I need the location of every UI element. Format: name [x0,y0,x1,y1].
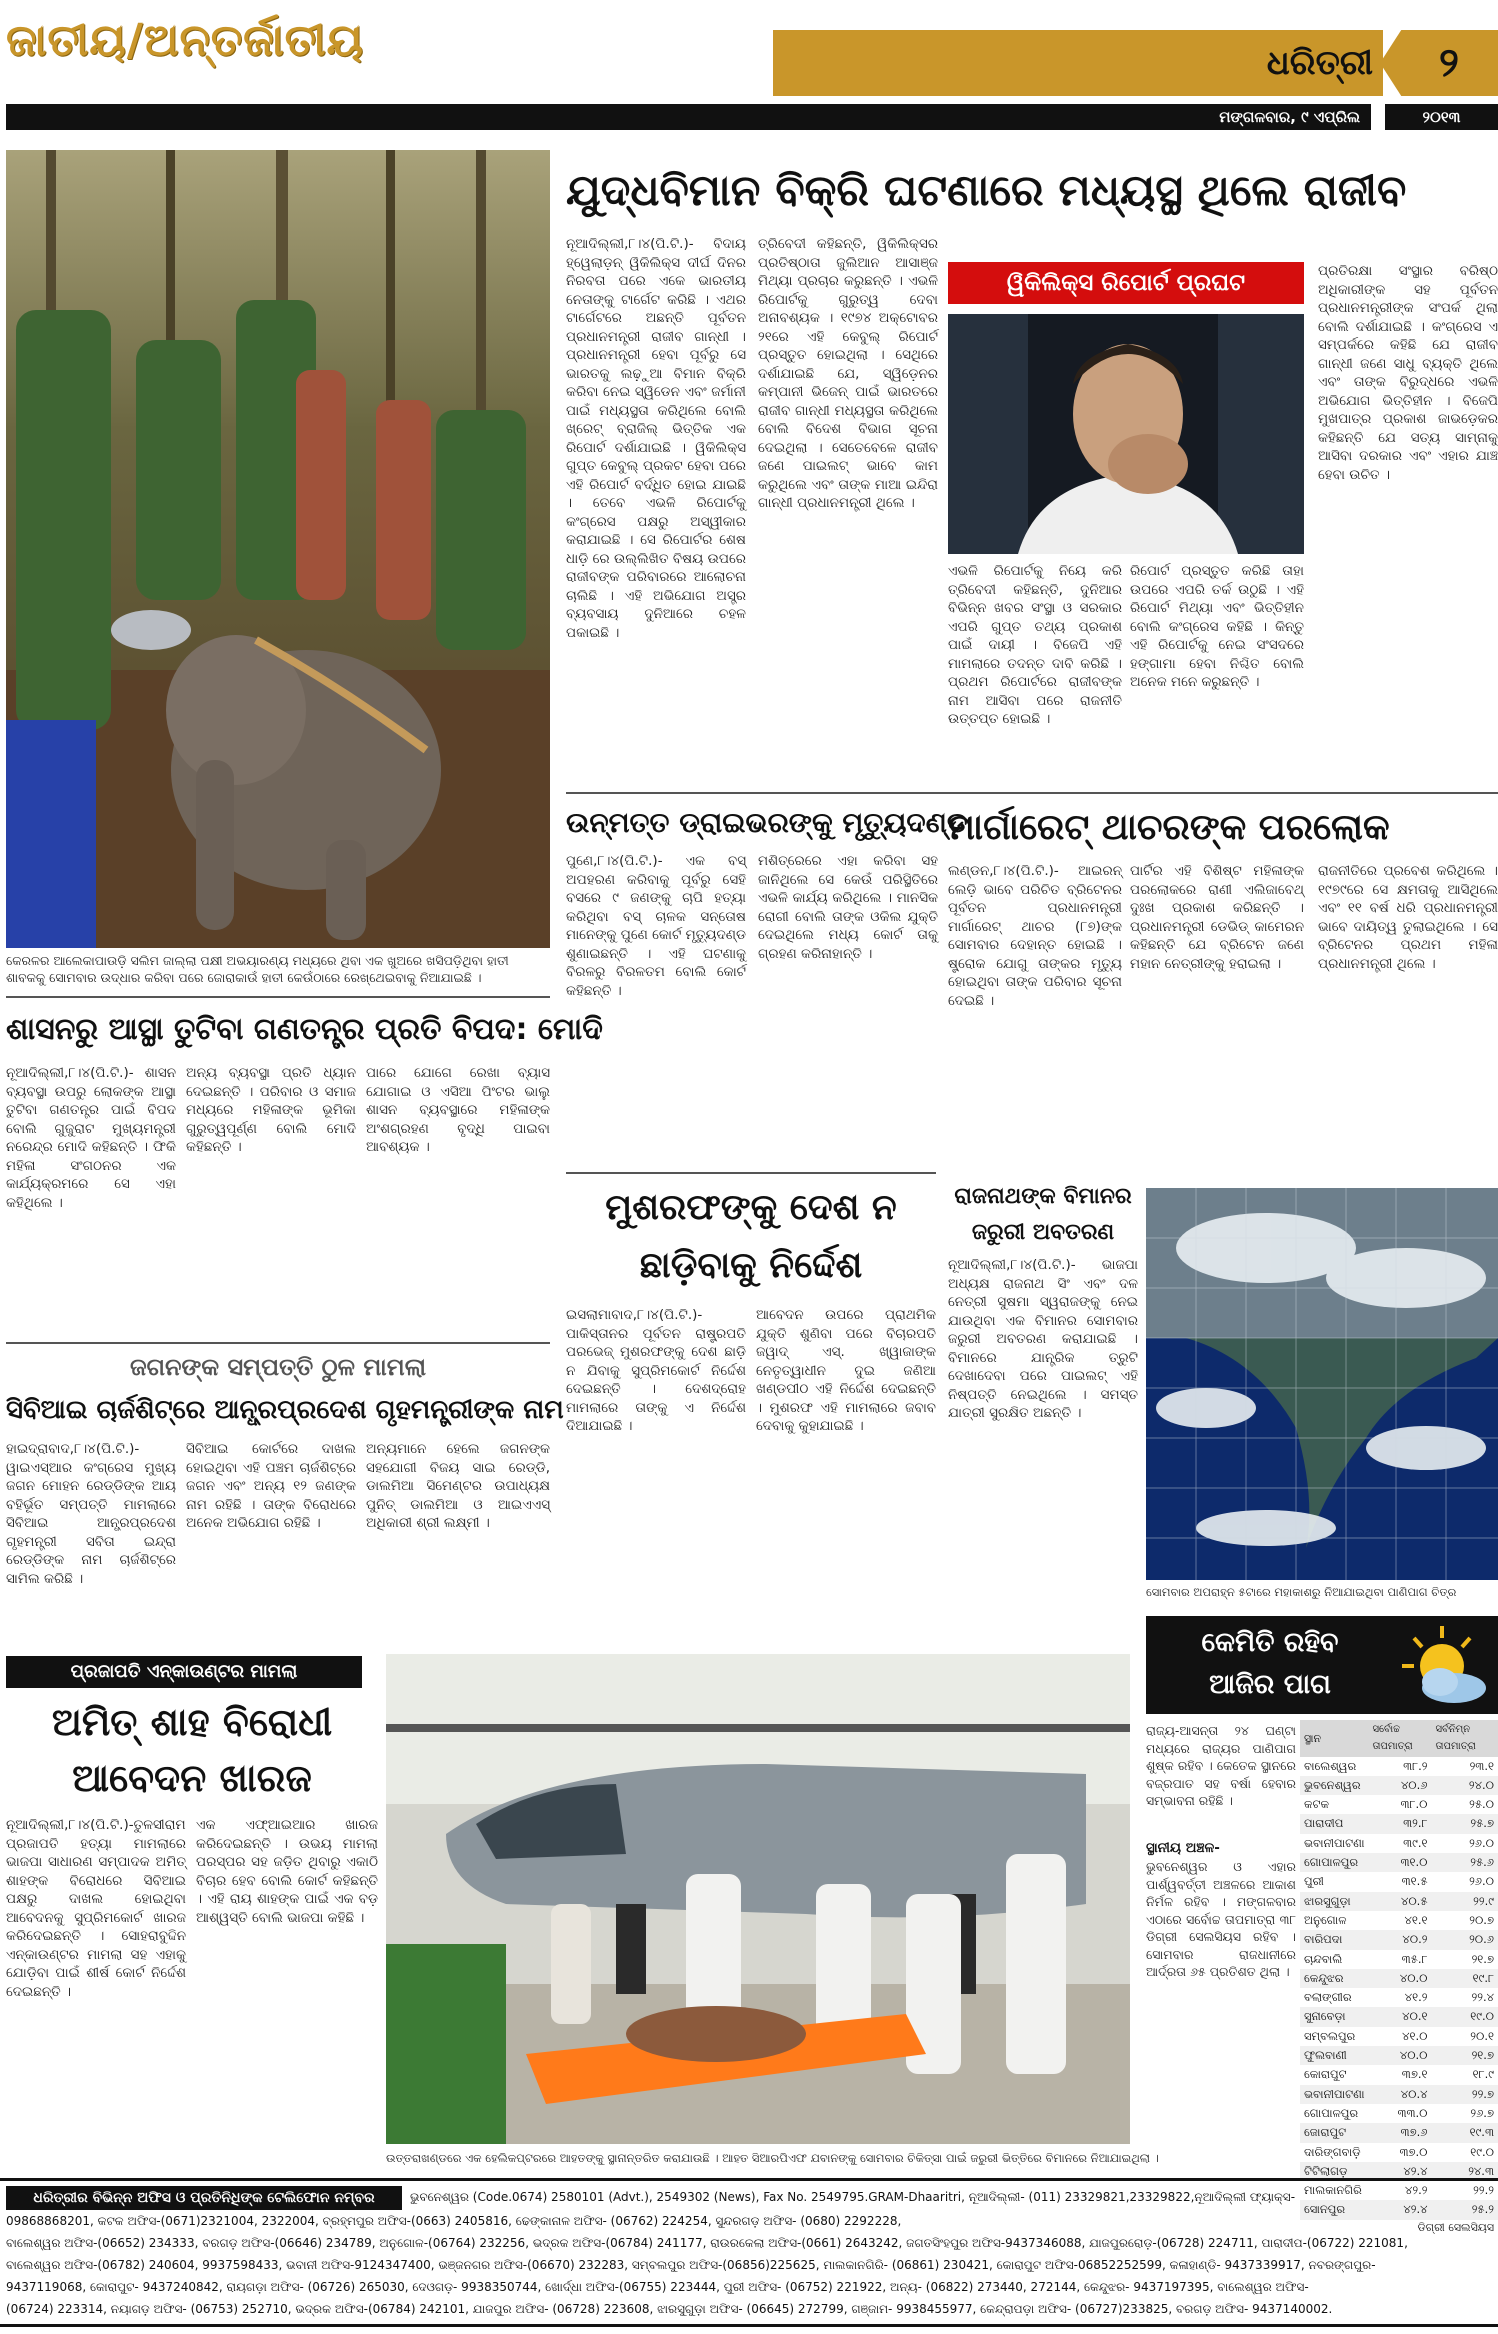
weather-place: ପାରାଦୀପ [1304,1816,1344,1831]
weather-place: ଅନୁଗୋଳ [1304,1912,1347,1927]
weather-th-max: ସର୍ବୋଚ୍ଚ ତାପମାତ୍ରା [1372,1724,1413,1753]
weather-row [1300,1834,1498,1853]
weather-place: ପୁରୀ [1304,1874,1324,1889]
weather-th-min: ସର୍ବନିମ୍ନ ତାପମାତ୍ରା [1435,1724,1476,1753]
modi-col3: ପାରେ ଯୋଗେ ରେଖା ବ୍ୟାସ ଯୋଗାଇ ଓ ଏସିଆ ପିଂଟର ଭାଲୁ ଶାସନ ବ୍ୟବସ୍ଥାରେ ମହିଳାଙ୍କ ଅଂଶଗ୍ରହଣ ବୃଦ୍ଧି ପାଇବା ଆବଶ୍ୟକ । [366,1065,550,1155]
weather-row [1300,2007,1498,2026]
thatcher-col1: ଲଣ୍ଡନ,୮।୪(ପି.ଟି.)- ଆଇରନ୍ ଲେଡ଼ି ଭାବେ ପରିଚିତ ବ୍ରିଟେନର ପୂର୍ବତନ ପ୍ରଧାନମନ୍ତ୍ରୀ ମାର୍ଗାରେଟ୍ ଥାଚର (୮୭)ଙ୍କ ସୋମବାର ଦେହାନ୍ତ ହୋଇଛି । ଷ୍ଟ୍ରୋକ ଯୋଗୁ ତାଙ୍କର ମୃତ୍ୟୁ ହୋଇଥିବା ତାଙ୍କ ପରିବାର ସୂଚନା ଦେଇଛି । [948,863,1122,1009]
weather-row [1300,2143,1498,2162]
year-text: ୨୦୧୩ [1422,108,1461,126]
musharraf-headline-1: ମୁଶରଫଙ୍କୁ ଦେଶ ନ [605,1187,897,1228]
weather-max: ୩୨.୮ [1403,1816,1428,1831]
weather-max: ୪୦.୦ [1399,2048,1428,2063]
weather-min: ୨୧.୭ [1471,2048,1494,2063]
weather-row [1300,1930,1498,1949]
footer-line3: ବାଲେଶ୍ୱର ଅଫିସ-(06652) 234333, ବରଗଡ଼ ଅଫିସ-(06646) 234789, ଅନୁଗୋଳ-(06764) 232256, ଭଦ୍ରକ ଅଫିସ-(06784) 241177, ରାଉରକେଲା ଅଫିସ-(0661) 2643242, ଜଗତସିଂହପୁର ଅଫିସ-9437346088, ଯାଜପୁରରୋଡ଼-(06728) 224711, ପାରାଦୀପ-(06722) 221081, [6,2236,1408,2250]
weather-row [1300,1911,1498,1930]
amit-kicker: ପ୍ରଜାପତି ଏନ୍‌କାଉଣ୍ଟର ମାମଲା [6,1656,362,1688]
amit-col2: ଏକ ଏଫ୍ଆଇଆର ଖାରଜ କରିଦେଇଛନ୍ତି । ଉଭୟ ମାମଲା ପରସ୍ପର ସହ ଜଡ଼ିତ ଥିବାରୁ ଏକାଠି ବିଚାର ହେବ ବୋଲି କୋର୍ଟ କହିଛନ୍ତି । ଏହି ରାୟ ଶାହଙ୍କ ପାଇଁ ଏକ ବଡ଼ ଆଶ୍ୱସ୍ତି ବୋଲି ଭାଜପା କହିଛି । [196,1817,378,1926]
weather-row [1300,1814,1498,1833]
rajiv-col5: ପ୍ରତିରକ୍ଷା ସଂସ୍ଥାର ବରିଷ୍ଠ ଅଧିକାରୀଙ୍କ ସହ ପୂର୍ବତନ ପ୍ରଧାନମନ୍ତ୍ରୀଙ୍କ ସଂପର୍କ ଥିଲା ବୋଲି ଦର୍ଶାଯାଇଛି । କଂଗ୍ରେସ ଏ ସମ୍ପର୍କରେ କହିଛି ଯେ ରାଜୀବ ଗାନ୍ଧୀ ଜଣେ ସାଧୁ ବ୍ୟକ୍ତି ଥିଲେ ଏବଂ ତାଙ୍କ ବିରୁଦ୍ଧରେ ଏଭଳି ଅଭିଯୋଗ ଭିତ୍ତିହୀନ । ବିଜେପି ମୁଖପାତ୍ର ପ୍ରକାଶ ଜାଭଡ଼େକର କହିଛନ୍ତି ଯେ ସତ୍ୟ ସାମ୍ନାକୁ ଆସିବା ଦରକାର ଏବଂ ଏହାର ଯାଞ୍ଚ ହେବା ଉଚିତ । [1318,263,1498,483]
weather-place: ମାଲକାନଗିରି [1304,2183,1362,2198]
footer-top-rule [0,2178,1498,2181]
weather-report: ରାଜ୍ୟ-ଆସନ୍ତା ୨୪ ଘଣ୍ଟା ମଧ୍ୟରେ ରାଜ୍ୟର ପାଣିପାଗ ଶୁଷ୍କ ରହିବ । କେତେକ ସ୍ଥାନରେ ବଜ୍ରପାତ ସହ ବର୍ଷା ହେବାର ସମ୍ଭାବନା ରହିଛି । [1146,1723,1296,1808]
weather-place: ବାରିପଦା [1304,1932,1343,1947]
modi-col1: ନୂଆଦିଲ୍ଲୀ,୮।୪(ପି.ଟି.)- ଶାସନ ବ୍ୟବସ୍ଥା ଉପରୁ ଲୋକଙ୍କ ଆସ୍ଥା ତୁଟିବା ଗଣତନ୍ତ୍ର ପାଇଁ ବିପଦ ବୋଲି ଗୁଜୁରାଟ ମୁଖ୍ୟମନ୍ତ୍ରୀ ନରେନ୍ଦ୍ର ମୋଦି କହିଛନ୍ତି । ଫିକି ମହିଳା ସଂଗଠନର ଏକ କାର୍ଯ୍ୟକ୍ରମରେ ସେ ଏହା କହିଥିଲେ । [6,1065,176,1211]
elephant-caption: କେରଳର ଆଲେକାପାଉଡ଼ି ସଲିମ ଜାଲ୍ଲା ପକ୍ଷୀ ଅଭୟାରଣ୍ୟ ମଧ୍ୟରେ ଥିବା ଏକ ଖୁଅରେ ଖସିପଡ଼ିଥିବା ହାତୀ ଶାବକକୁ ସୋମବାର ଉଦ୍ଧାର କରିବା ପରେ ଜୋରାକାଉଁ ହାତୀ କେଉଁଠାରେ ରେଖ୍ଥେଇବାକୁ ନିଆଯାଇଛି । [6,953,509,985]
modi-headline: ଶାସନରୁ ଆସ୍ଥା ତୁଟିବା ଗଣତନ୍ତ୍ର ପ୍ରତି ବିପଦ: ମୋଦି [6,1012,603,1047]
weather-min: ୨୫.୭ [1470,1816,1494,1831]
musharraf-col1: ଇସଲାମାବାଦ,୮।୪(ପି.ଟି.)- ପାକିସ୍ତାନର ପୂର୍ବତନ ରାଷ୍ଟ୍ରପତି ପରଭେଜ୍ ମୁଶରଫଙ୍କୁ ଦେଶ ଛାଡ଼ି ନ ଯିବାକୁ ସୁପ୍ରିମକୋର୍ଟ ନିର୍ଦ୍ଦେଶ ଦେଇଛନ୍ତି । ଦେଶଦ୍ରୋହ ମାମଲାରେ ତାଙ୍କୁ ଏ ନିର୍ଦ୍ଦେଶ ଦିଆଯାଇଛି । [566,1307,746,1434]
weather-place: ଚାନ୍ଦବାଲି [1304,1951,1343,1966]
weather-min: ୨୦.୭ [1469,1912,1494,1927]
weather-min: ୧୯.୦ [1470,2144,1494,2159]
weather-table [1300,1720,1498,2220]
weather-min: ୨୦.୧ [1470,2028,1494,2043]
weather-max: ୩୯.୧ [1403,1835,1428,1850]
weather-max: ୪୦.୪ [1400,2086,1428,2101]
weather-min: ୨୫.୨ [1471,2202,1494,2217]
musharraf-col2: ଆବେଦନ ଉପରେ ପ୍ରାଥମିକ ଯୁକ୍ତି ଶୁଣିବା ପରେ ବିଚାରପତି ଜୱାଦ୍ ଏସ୍. ଖ୍ୱାଜାଙ୍କ ନେତୃତ୍ୱାଧୀନ ଦୁଇ ଜଣିଆ ଖଣ୍ଡପୀଠ ଏହି ନିର୍ଦ୍ଦେଶ ଦେଇଛନ୍ତି । ମୁଶରଫ ଏହି ମାମଲାରେ ଜବାବ ଦେବାକୁ କୁହାଯାଇଛି । [756,1307,936,1434]
rajiv-divider [566,792,1498,794]
jagan-divider [6,1342,550,1344]
helicopter-photo [386,1654,1130,2144]
weather-place: ଝାରସୁଗୁଡ଼ା [1304,1893,1351,1908]
weather-min: ୨୩.୧ [1469,1758,1494,1773]
musharraf-headline-2: ଛାଡ଼ିବାକୁ ନିର୍ଦ୍ଦେଶ [639,1245,863,1286]
rajiv-photo [948,314,1304,554]
weather-max: ୩୭.୬ [1400,2125,1428,2140]
weather-place: ଭବାନୀପାଟଣା [1304,1835,1365,1850]
rajiv-col4: ରିପୋର୍ଟ ପ୍ରସ୍ତୁତ କରିଛି ତାହା ଉପରେ ଏପରି ତର୍କ ଉଠୁଛି । ଏହି ରିପୋର୍ଟ ମିଥ୍ୟା ଏବଂ ଭିତ୍ତିହୀନ ବୋଲି କଂଗ୍ରେସ କହିଛି । କିନ୍ତୁ ଏହି ରିପୋର୍ଟକୁ ନେଇ ସଂସଦରେ ହଙ୍ଗାମା ହେବା ନିଶ୍ଚିତ ବୋଲି ଅନେକ ମନେ କରୁଛନ୍ତି । [1130,563,1304,690]
weather-place: ବାଲେଶ୍ୱର [1304,1758,1357,1773]
weather-max: ୪୨.୪ [1403,2163,1428,2178]
jagan-col1: ହାଇଦ୍ରାବାଦ,୮।୪(ପି.ଟି.)- ୱାଇଏସ୍ଆର କଂଗ୍ରେସ ମୁଖ୍ୟ ଜଗନ ମୋହନ ରେଡ୍ଡିଙ୍କ ଆୟ ବହିର୍ଭୂତ ସମ୍ପତ୍ତି ମାମଲାରେ ସିବିଆଇ ଆନ୍ଧ୍ରପ୍ରଦେଶ ଗୃହମନ୍ତ୍ରୀ ସବିତା ଇନ୍ଦ୍ରା ରେଡ୍ଡିଙ୍କ ନାମ ଚାର୍ଜଶିଟ୍‌ରେ ସାମିଲ କରିଛି । [6,1441,176,1587]
weather-min: ୨୨.୭ [1471,2086,1494,2101]
driver-col2: ମଶିତ୍ରେରେ ଏହା କରିବା ସହ ଜାନିଥିଲେ ସେ କେଉଁ ପରିସ୍ଥିତିରେ ଏଭଳି କାର୍ଯ୍ୟ କରିଥିଲେ । ମାନସିକ ରୋଗୀ ବୋଲି ତାଙ୍କ ଓକିଲ ଯୁକ୍ତି ଦେଇଥିଲେ ମଧ୍ୟ କୋର୍ଟ ତାକୁ ଗ୍ରହଣ କରିନାହାନ୍ତି । [758,853,938,962]
amit-headline-1: ଅମିତ୍ ଶାହ ବିରୋଧୀ [51,1700,333,1744]
amit-headline-2: ଆବେଦନ ଖାରଜ [72,1756,312,1800]
weather-place: ଦାରିଙ୍ଗବାଡ଼ି [1304,2144,1361,2159]
driver-headline: ଉନ୍ମତ୍ତ ଡ୍ରାଇଭରଙ୍କୁ ମୃତ୍ୟୁଦଣ୍ଡ [566,806,968,839]
weather-min: ୨୪.୦ [1468,1777,1494,1792]
weather-place: ସମ୍ବଲପୁର [1304,2028,1356,2043]
helicopter-image [386,1654,1130,2144]
weather-max: ୪୦.୫ [1400,1893,1428,1908]
weather-min: ୧୯.୮ [1472,1970,1494,1985]
plane-body: ନୂଆଦିଲ୍ଲୀ,୮।୪(ପି.ଟି.)- ଭାଜପା ଅଧ୍ୟକ୍ଷ ରାଜନାଥ ସିଂ ଏବଂ ଦଳ ନେତ୍ରୀ ସୁଷମା ସ୍ୱରାଜଙ୍କୁ ନେଇ ଯାଉଥିବା ଏକ ବିମାନର ସୋମବାର ଜରୁରୀ ଅବତରଣ କରାଯାଇଛି । ବିମାନରେ ଯାନ୍ତ୍ରିକ ତ୍ରୁଟି ଦେଖାଦେବା ପରେ ପାଇଲଟ୍ ଏହି ନିଷ୍ପତ୍ତି ନେଇଥିଲେ । ସମସ୍ତ ଯାତ୍ରୀ ସୁରକ୍ଷିତ ଅଛନ୍ତି । [948,1257,1138,1421]
weather-max: ୩୧.୦ [1400,1855,1428,1870]
weather-max: ୩୫.୮ [1401,1951,1428,1966]
elephant-photo [6,150,550,948]
weather-min: ୨୫.୬ [1470,1855,1494,1870]
weather-place: ଭବାନୀପାଟଣା [1304,2086,1365,2101]
weather-row [1300,1757,1498,1776]
weather-min: ୨୨.୪ [1471,1990,1494,2005]
thatcher-headline: ମାର୍ଗାରେଟ୍ ଥାଚରଙ୍କ ପରଲୋକ [948,807,1390,848]
weather-min: ୧୯.୦ [1470,2009,1494,2024]
thatcher-col2: ପାର୍ଟିର ଏହି ବିଶିଷ୍ଟ ମହିଳାଙ୍କ ପରଲୋକରେ ରାଣୀ ଏଲିଜାବେଥ୍ ଦୁଃଖ ପ୍ରକାଶ କରିଛନ୍ତି । ପ୍ରଧାନମନ୍ତ୍ରୀ ଡେଭିଡ୍ କାମେରନ କହିଛନ୍ତି ଯେ ବ୍ରିଟେନ ଜଣେ ମହାନ ନେତ୍ରୀଙ୍କୁ ହରାଇଲା । [1130,863,1304,972]
footer-line4: ବାଲେଶ୍ୱର ଅଫିସ-(06782) 240604, 9937598433, ଭବାନୀ ଅଫିସ-9124347400, ଭଞ୍ଜନଗର ଅଫିସ-(06670) 232283, ସମ୍ବଲପୁର ଅଫିସ-(06856)225625, ମାଲକାନଗିରି- (06861) 230421, କୋରାପୁଟ ଅଫିସ-06852252599, କଳାହାଣ୍ଡି- 9437339917, ନବରଙ୍ଗପୁର- [6,2258,1376,2272]
satellite-photo [1146,1188,1498,1580]
weather-max: ୩୭.୦ [1399,2144,1428,2159]
weather-place: ଟିଟିଲାଗଡ଼ [1304,2163,1348,2178]
rajiv-col3: ଏଭଳି ରିପୋର୍ଟକୁ ନିୟେ କରି ତ୍ରିବେଦୀ କହିଛନ୍ତି, ଦୁନିଆର ବିଭିନ୍ନ ଖବର ସଂସ୍ଥା ଓ ସରକାର ଏପରି ଗୁପ୍ତ ତଥ୍ୟ ପ୍ରକାଶ ପାଇଁ ଦାୟୀ । ବିଜେପି ଏହି ମାମଲାରେ ତଦନ୍ତ ଦାବି କରିଛି । ପ୍ରଥମ ରିପୋର୍ଟରେ ରାଜୀବଙ୍କ ନାମ ଆସିବା ପରେ ରାଜନୀତି ଉତ୍ତପ୍ତ ହୋଇଛି । [948,563,1122,727]
weather-min: ୨୬.୦ [1469,1835,1494,1850]
footer-line5: 9437119068, କୋରାପୁଟ- 9437240842, ରାୟଗଡ଼ା ଅଫିସ- (06726) 265030, ଦେଓଗଡ଼- 9938350744, ଖୋର୍ଦ୍ଧା ଅଫିସ-(06755) 223444, ପୁରୀ ଅଫିସ- (06752) 221922, ଅନ୍ୟ- (06822) 273440, 272144, କେନ୍ଦୁଝର- 9437197395, ବାଲେଶ୍ୱର ଅଫିସ- [6,2280,1309,2294]
wikileaks-badge: ୱିକିଲିକ୍ସ ରିପୋର୍ଟ ପ୍ରଘଟ [948,262,1304,304]
jagan-col3: ଅନ୍ୟମାନେ ହେଲେ ଜଗନଙ୍କ ସହଯୋଗୀ ବିଜୟ ସାଇ ରେଡ୍ଡି, ଡାଲମିଆ ସିମେଣ୍ଟର ଉପାଧ୍ୟକ୍ଷ ପୁନିତ୍ ଡାଲମିଆ ଓ ଆଇଏଏସ୍ ଅଧିକାରୀ ଶ୍ରୀ ଲକ୍ଷ୍ମୀ । [366,1441,550,1531]
satellite-caption: ସୋମବାର ଅପରାହ୍ନ ୫ଟାରେ ମହାକାଶରୁ ନିଆଯାଇଥିବା ପାଣିପାଗ ଚିତ୍ର [1146,1585,1457,1599]
satellite-image [1146,1188,1498,1580]
weather-max: ୩୧.୫ [1401,1874,1428,1889]
weather-min: ୧୮.୯ [1472,2067,1494,2082]
weather-place: ବଲାଙ୍ଗୀର [1304,1990,1352,2005]
weather-max: ୩୮.୦ [1400,1797,1428,1812]
rajiv-col2: ତ୍ରିବେଦୀ କହିଛନ୍ତି, ୱିକିଲିକ୍ସର ପ୍ରତିଷ୍ଠାତା ଜୁଲିଆନ ଆସାଞ୍ଜ ମିଥ୍ୟା ପ୍ରଚାର କରୁଛନ୍ତି । ଏଭଳି ରିପୋର୍ଟକୁ ଗୁରୁତ୍ୱ ଦେବା ଅନାବଶ୍ୟକ । ୧୯୭୪ ଅକ୍ଟୋବର ୨୧ରେ ଏହି କେବୁଲ୍ ରିପୋର୍ଟ ପ୍ରସ୍ତୁତ ହୋଇଥିଲା । ସେଥିରେ ଦର୍ଶାଯାଇଛି ଯେ, ସ୍ୱିଡ଼େନର କମ୍ପାନୀ ଭିଜେନ୍ ପାଇଁ ଭାରତରେ ରାଜୀବ ଗାନ୍ଧୀ ମଧ୍ୟସ୍ଥତା କରିଥିଲେ ବୋଲି ବିଦେଶ ବିଭାଗ ସୂଚନା ଦେଇଥିଲା । ସେତେବେଳେ ରାଜୀବ ଜଣେ ପାଇଲଟ୍ ଭାବେ କାମ କରୁଥିଲେ ଏବଂ ତାଙ୍କ ମାଆ ଇନ୍ଦିରା ଗାନ୍ଧୀ ପ୍ରଧାନମନ୍ତ୍ରୀ ଥିଲେ । [758,236,938,511]
weather-min: ୨୦.୬ [1469,1932,1494,1947]
thatcher-col3: ରାଜନୀତିରେ ପ୍ରବେଶ କରିଥିଲେ । ୧୯୭୯ରେ ସେ କ୍ଷମତାକୁ ଆସିଥିଲେ ଏବଂ ୧୧ ବର୍ଷ ଧରି ପ୍ରଧାନମନ୍ତ୍ରୀ ଭାବେ ଦାୟିତ୍ୱ ତୁଲାଇଥିଲେ । ସେ ବ୍ରିଟେନର ପ୍ରଥମ ମହିଳା ପ୍ରଧାନମନ୍ତ୍ରୀ ଥିଲେ । [1318,863,1498,972]
jagan-headline: ସିବିଆଇ ଚାର୍ଜଶିଟ୍‌ରେ ଆନ୍ଧ୍ରପ୍ରଦେଶ ଗୃହମନ୍ତ୍ରୀଙ୍କ ନାମ [6,1395,564,1425]
rajiv-portrait-image [948,314,1304,554]
elephant-scene-image [6,150,550,948]
footer-bottom-rule [0,2324,1498,2327]
weather-min: ୨୪.୩ [1468,2163,1494,2178]
weather-max: ୪୦.୨ [1402,1932,1428,1947]
weather-max: ୪୧.୨ [1404,1990,1428,2005]
modi-divider [6,996,550,998]
weather-row [1300,1892,1498,1911]
weather-row [1300,1872,1498,1891]
footer-line2: 09868868201, କଟକ ଅଫିସ-(0671)2321004, 2322004, ବ୍ରହ୍ମପୁର ଅଫିସ-(0663) 2405816, ଢେଙ୍କାନାଳ ଅଫିସ- (06762) 224254, ସୁନ୍ଦରଗଡ଼ ଅଫିସ- (0680) 2292228, [6,2214,902,2228]
weather-min: ୨୬.୭ [1470,2105,1494,2120]
driver-col1: ପୁଣେ,୮।୪(ପି.ଟି.)- ଏକ ବସ୍ ଅପହରଣ କରିବାକୁ ପୂର୍ବରୁ ସେହି ବସରେ ୯ ଜଣଙ୍କୁ ଚାପି ହତ୍ୟା କରିଥିବା ବସ୍ ଚାଳକ ସନ୍ତୋଷ ମାନେଙ୍କୁ ପୁଣେ କୋର୍ଟ ମୃତ୍ୟୁଦଣ୍ଡ ଶୁଣାଇଛନ୍ତି । ଏହି ଘଟଣାକୁ ବିରଳରୁ ବିରଳତମ ବୋଲି କୋର୍ଟ କହିଛନ୍ତି । [566,853,746,999]
weather-min: ୨୫.୦ [1469,1797,1494,1812]
weather-place: ଗୋପାଳପୁର [1304,2105,1359,2120]
weather-row [1300,2065,1498,2084]
weather-row [1300,2046,1498,2065]
jagan-kicker: ଜଗନଙ୍କ ସମ୍ପତ୍ତି ଠୁଳ ମାମଲା [129,1353,427,1381]
weather-unit-note: ଡିଗ୍ରୀ ସେଲସିୟସ [1417,2220,1494,2234]
weather-max: ୪୧.୧ [1404,1912,1428,1927]
weather-place: ସୋନପୁର [1304,2202,1346,2217]
weather-th-place: ସ୍ଥାନ [1304,1731,1322,1745]
weather-row [1300,1969,1498,1988]
weather-min: ୨୧.୭ [1471,1951,1494,1966]
modi-col2: ଅନ୍ୟ ବ୍ୟବସ୍ଥା ପ୍ରତି ଧ୍ୟାନ ଦେଇଛନ୍ତି । ପରିବାର ଓ ସମାଜ ମଧ୍ୟରେ ମହିଳାଙ୍କ ଭୂମିକା ଗୁରୁତ୍ୱପୂର୍ଣ୍ଣ ବୋଲି ମୋଦି କହିଛନ୍ତି । [186,1065,356,1155]
weather-max: ୪୨.୪ [1403,2202,1428,2217]
weather-row [1300,2085,1498,2104]
weather-city-report: ଭୁବନେଶ୍ୱର ଓ ଏହାର ପାର୍ଶ୍ୱବର୍ତ୍ତୀ ଅଞ୍ଚଳରେ ଆକାଶ ନିର୍ମଳ ରହିବ । ମଙ୍ଗଳବାର ଏଠାରେ ସର୍ବୋଚ୍ଚ ତାପମାତ୍ରା ୩୮ ଡିଗ୍ରୀ ସେଲସିୟସ ରହିବ । ସୋମବାର ରାଜଧାନୀରେ ଆର୍ଦ୍ରତା ୬୫ ପ୍ରତିଶତ ଥିଲା । [1146,1859,1296,1979]
footer-line1: ଭୁବନେଶ୍ୱର (Code.0674) 2580101 (Advt.), 2549302 (News), Fax No. 2549795.GRAM-Dhaaritri, ନୂଆଦିଲ୍ଲୀ- (011) 23329821,23329822,ନୂଆଦିଲ୍ଲୀ ଫ୍ୟାକ୍ସ- [410,2190,1296,2204]
weather-max: ୪୦.୧ [1402,2009,1428,2024]
helicopter-caption: ଉତ୍ତରାଖଣ୍ଡରେ ଏକ ହେଲିକପ୍ଟରରେ ଆହତଙ୍କୁ ସ୍ଥାନାନ୍ତରିତ କରାଯାଉଛି । ଆହତ ସିଆରପିଏଫ ଯବାନଙ୍କୁ ସୋମବାର ଚିକିତ୍ସା ପାଇଁ ଜରୁରୀ ଭିତ୍ତିରେ ବିମାନରେ ନିଆଯାଇଥିଲା । [386,2151,1159,2165]
weather-max: ୪୨.୨ [1405,2183,1428,2198]
weather-max: ୪୦.୬ [1400,1777,1428,1792]
weather-max: ୩୭.୧ [1401,2067,1428,2082]
weather-title-2: ଆଜିର ପାଗ [1209,1669,1331,1700]
weather-city-heading: ସ୍ଥାନୀୟ ଅଞ୍ଚଳ- [1146,1840,1220,1856]
weather-row [1300,2027,1498,2046]
weather-max: ୩୮.୨ [1403,1758,1428,1773]
weather-min: ୨୨.୯ [1473,1893,1494,1908]
musharraf-divider [566,1172,936,1174]
weather-title-1: କେମିତି ରହିବ [1201,1627,1339,1658]
weather-max: ୪୧.୦ [1402,2028,1428,2043]
weather-place: ଫୁଲବାଣୀ [1304,2048,1347,2063]
footer-label: ଧରିତ୍ରୀର ବିଭିନ୍ନ ଅଫିସ ଓ ପ୍ରତିନିଧିଙ୍କ ଟେଲିଫୋନ ନମ୍ବର [6,2186,402,2210]
footer-line6: (06724) 223314, ନୟାଗଡ଼ ଅଫିସ- (06753) 252710, ଭଦ୍ରକ ଅଫିସ-(06784) 242101, ଯାଜପୁର ଅଫିସ- (06728) 223608, ଝାରସୁଗୁଡ଼ା ଅଫିସ- (06645) 272799, ଗଞ୍ଜାମ- 9938455977, କେନ୍ଦ୍ରାପଡ଼ା ଅଫିସ- (06727)233825, ବରଗଡ଼ ଅଫିସ- 9437140002. [6,2302,1333,2316]
weather-row [1300,1776,1498,1795]
plane-headline-2: ଜରୁରୀ ଅବତରଣ [971,1220,1115,1245]
section-title: ଜାତୀୟ/ଅନ୍ତର୍ଜାତୀୟ [6,15,364,66]
weather-row [1300,1853,1498,1872]
rajiv-col1: ନୂଆଦିଲ୍ଲୀ,୮।୪(ପି.ଟି.)- ବିଦାୟ ହ୍ୱେଲାଡ଼ନ୍ ୱିକିଲିକ୍ସ ଦୀର୍ଘ ଦିନର ନିରବତା ପରେ ଏକେ ଭାରତୀୟ ନେତାଙ୍କୁ ଟାର୍ଗେଟ କରିଛି । ଏଥର ଟାର୍ଗେଟରେ ଅଛନ୍ତି ପୂର୍ବତନ ପ୍ରଧାନମନ୍ତ୍ରୀ ରାଜୀବ ଗାନ୍ଧୀ । ପ୍ରଧାନମନ୍ତ୍ରୀ ହେବା ପୂର୍ବରୁ ସେ ଭାରତକୁ ଲଢ଼ୁଆ ବିମାନ ବିକ୍ରି କରିବା ନେଇ ସ୍ୱିଡେନ ଏବଂ ଜର୍ମାନୀ ପାଇଁ ମଧ୍ୟସ୍ଥତା କରିଥିଲେ ବୋଲି ଖ୍ରେଟ୍ ବ୍ରାଜିଲ୍ ଭିତ୍ତିକ ଏକ ରିପୋର୍ଟ ଦର୍ଶାଯାଇଛି । ୱିକିଲିକ୍ସ ଗୁପ୍ତ କେବୁଲ୍ ପ୍ରକଟ ହେବା ପରେ ଏହି ରିପୋର୍ଟ ବର୍ଦ୍ଧିତ ହୋଇ ଯାଇଛି । ତେବେ ଏଭଳି ରିପୋର୍ଟକୁ କଂଗ୍ରେସ ପକ୍ଷରୁ ଅସ୍ୱୀକାର କରାଯାଇଛି । ସେ ରିପୋର୍ଟର ଶେଷ ଧାଡ଼ି ରେ ଉଲ୍ଲିଖିତ ବିଷୟ ଉପରେ ରାଜୀବଙ୍କ ପରିବାରରେ ଆଲୋଚନା ଚାଲିଛି । ଏହି ଅଭିଯୋଗ ଅସ୍ତ୍ର ବ୍ୟବସାୟ ଦୁନିଆରେ ଚହଳ ପକାଇଛି । [566,236,746,641]
weather-place: କୋରାପୁଟ [1304,2067,1347,2082]
weather-row [1300,1795,1498,1814]
sun-cloud-icon [1392,1622,1492,1710]
weather-row [1300,2104,1498,2123]
rajiv-headline: ଯୁଦ୍ଧବିମାନ ବିକ୍ରି ଘଟଣାରେ ମଧ୍ୟସ୍ଥ ଥିଲେ ରାଜୀବ [566,166,1407,216]
weather-place: କଟକ [1304,1797,1329,1812]
weather-min: ୨୬.୦ [1469,1874,1494,1889]
weather-max: ୩୩.୦ [1397,2105,1428,2120]
weather-min: ୨୨.୨ [1473,2183,1494,2198]
weather-row [1300,2123,1498,2142]
weather-row [1300,1950,1498,1969]
weather-place: ଜୋରାପୁଟ [1304,2125,1347,2140]
plane-headline-1: ରାଜନାଥଙ୍କ ବିମାନର [954,1184,1132,1209]
weather-max: ୪୦.୦ [1399,1970,1428,1985]
paper-name: ଧରିତ୍ରୀ [1266,43,1373,83]
weather-row [1300,1988,1498,2007]
weather-place: ଗୋପାଳପୁର [1304,1855,1359,1870]
date-line: ମଙ୍ଗଳବାର, ୯ ଏପ୍ରିଲ [1219,108,1360,126]
weather-place: ଭୁବନେଶ୍ୱର [1304,1777,1361,1792]
weather-place: ସୁନାବେଡ଼ା [1304,2009,1346,2024]
page-number: ୨ [1439,40,1459,86]
amit-col1: ନୂଆଦିଲ୍ଲୀ,୮।୪(ପି.ଟି.)-ତୁଳସୀରାମ ପ୍ରଜାପତି ହତ୍ୟା ମାମଲାରେ ଭାଜପା ସାଧାରଣ ସମ୍ପାଦକ ଅମିତ୍ ଶାହଙ୍କ ବିରୋଧରେ ସିବିଆଇ ପକ୍ଷରୁ ଦାଖଲ ହୋଇଥିବା ଆବେଦନକୁ ସୁପ୍ରିମକୋର୍ଟ ଖାରଜ କରିଦେଇଛନ୍ତି । ସୋହରାବୁଦ୍ଦିନ ଏନ୍‌କାଉଣ୍ଟର ମାମଲା ସହ ଏହାକୁ ଯୋଡ଼ିବା ପାଇଁ ଶୀର୍ଷ କୋର୍ଟ ନିର୍ଦ୍ଦେଶ ଦେଇଛନ୍ତି । [6,1817,186,2000]
weather-min: ୧୯.୩ [1469,2125,1494,2140]
weather-table-box [1300,1720,1498,2234]
jagan-col2: ସିବିଆଇ କୋର୍ଟରେ ଦାଖଲ ହୋଇଥିବା ଏହି ପଞ୍ଚମ ଚାର୍ଜଶିଟ୍‌ରେ ଜଗନ ଏବଂ ଅନ୍ୟ ୧୨ ଜଣଙ୍କ ନାମ ରହିଛି । ତାଙ୍କ ବିରୋଧରେ ଅନେକ ଅଭିଯୋଗ ରହିଛି । [186,1441,356,1531]
weather-place: କେନ୍ଦୁଝର [1304,1970,1344,1985]
